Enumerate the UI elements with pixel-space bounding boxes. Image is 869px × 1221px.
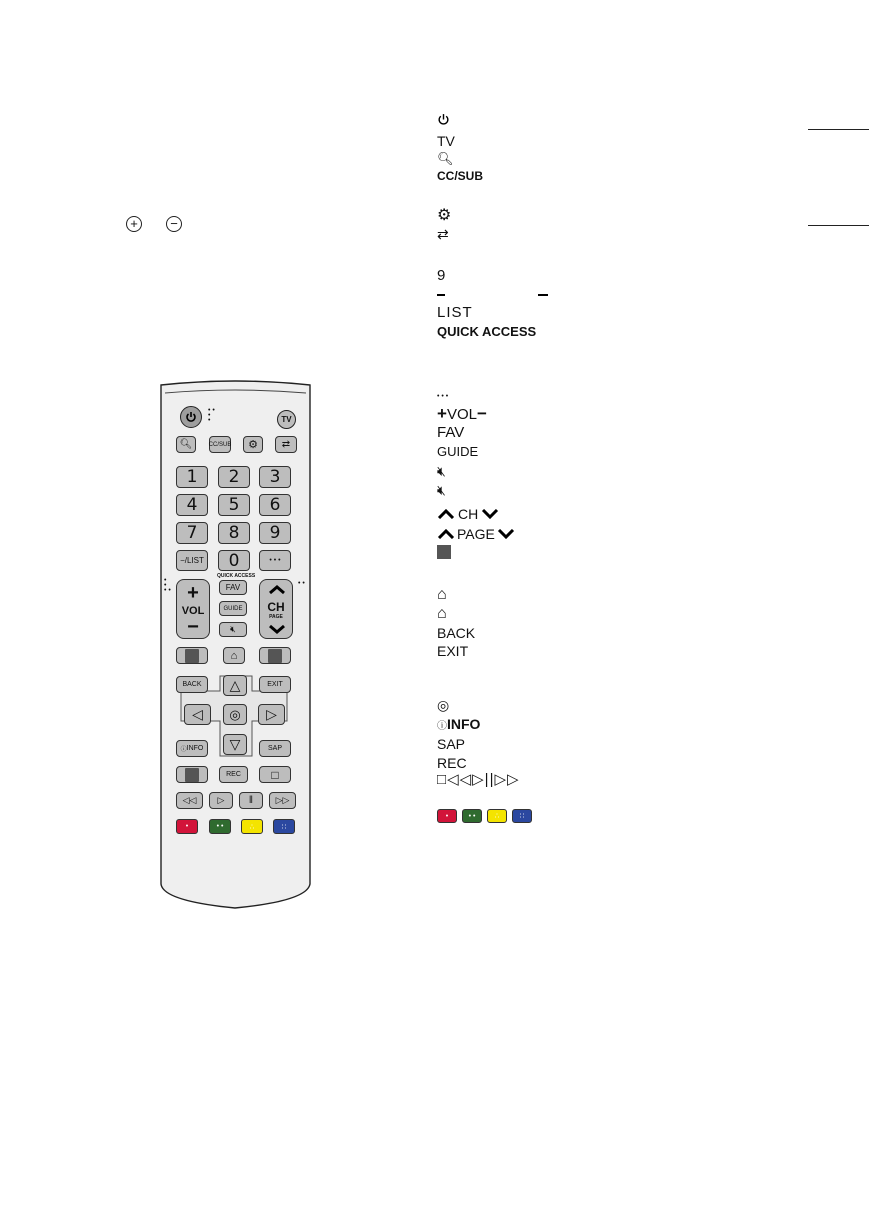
arrow-up-icon: △ xyxy=(229,677,241,693)
num-button-0[interactable]: 0 xyxy=(218,550,250,571)
dash-list-button[interactable]: −/LIST xyxy=(176,550,208,571)
guide-button[interactable]: GUIDE xyxy=(219,601,247,616)
quick-access-label: QUICK ACCESS xyxy=(217,573,256,579)
square-icon xyxy=(185,768,199,782)
ccsub-button[interactable]: CC/SUB xyxy=(209,436,231,453)
legend-dash xyxy=(437,294,445,296)
ch-dots: • • xyxy=(298,580,305,587)
legend-mute-icon: 🔇︎ xyxy=(437,482,446,498)
legend-ch xyxy=(437,506,499,522)
red-button[interactable]: • xyxy=(176,819,198,834)
right-function-button[interactable] xyxy=(259,647,291,664)
pause-button[interactable] xyxy=(239,792,263,809)
legend-ok-icon: ◎ xyxy=(437,697,450,713)
info-button[interactable] xyxy=(176,740,208,757)
legend-ccsub: CC/SUB xyxy=(437,169,484,183)
input-icon: ⇄ xyxy=(281,439,291,450)
tv-button[interactable]: TV xyxy=(277,410,296,429)
exit-button[interactable]: EXIT xyxy=(259,676,291,693)
square-icon xyxy=(268,649,282,663)
legend-blue-key: ∷ xyxy=(512,809,532,823)
legend-stop-icon: □ xyxy=(437,771,448,788)
nav-right-button[interactable] xyxy=(258,704,285,725)
volume-up-icon[interactable]: + xyxy=(187,582,199,604)
legend-red-key: • xyxy=(437,809,457,823)
pause-icon: ‖ xyxy=(248,795,254,806)
rewind-icon: ◁◁ xyxy=(182,795,197,805)
rec-button[interactable]: REC xyxy=(219,766,248,783)
blue-button[interactable]: ∷ xyxy=(273,819,295,834)
volume-rocker[interactable] xyxy=(176,579,210,639)
sap-button[interactable]: SAP xyxy=(259,740,291,757)
legend-gear-icon: ⚙ xyxy=(437,207,452,224)
square-icon xyxy=(185,649,199,663)
legend-ch-label: CH xyxy=(458,506,479,522)
search-icon: 🔍︎ xyxy=(179,439,193,450)
legend-fast-forward-icon: ▷▷ xyxy=(494,771,520,788)
left-function-button[interactable] xyxy=(176,647,208,664)
fav-button[interactable]: FAV xyxy=(219,580,247,595)
num-button-6[interactable]: 6 xyxy=(259,494,291,516)
vol-dots: • • • • xyxy=(164,577,171,594)
remote-control-illustration xyxy=(157,379,314,910)
legend-info-label: INFO xyxy=(447,716,481,732)
yellow-button[interactable]: ∴ xyxy=(241,819,263,834)
play-icon: ▷ xyxy=(217,795,225,805)
legend-playback-icons xyxy=(437,772,520,788)
arrow-down-icon: ▽ xyxy=(229,736,241,752)
volume-down-icon[interactable]: − xyxy=(187,616,199,638)
legend-chevron-up-icon xyxy=(437,509,455,519)
num-button-8[interactable]: 8 xyxy=(218,522,250,544)
legend-list: LIST xyxy=(437,304,473,321)
power-button[interactable] xyxy=(180,406,202,428)
legend-exit: EXIT xyxy=(437,643,469,659)
legend-tv: TV xyxy=(437,133,455,149)
num-button-2[interactable]: 2 xyxy=(218,466,250,488)
fast-forward-icon: ▷▷ xyxy=(275,795,290,805)
page-label: PAGE xyxy=(269,614,283,620)
legend-search-icon: 🔍︎ xyxy=(437,151,454,166)
legend-vol-label: VOL xyxy=(446,406,477,423)
num-button-9[interactable]: 9 xyxy=(259,522,291,544)
legend-home-icon: ⌂ xyxy=(437,605,447,622)
ch-label: CH xyxy=(267,600,285,614)
legend-chevron-down-icon xyxy=(481,509,499,519)
green-button[interactable]: • • xyxy=(209,819,231,834)
legend-home-icon: ⌂ xyxy=(437,586,447,603)
legend-page xyxy=(437,526,515,542)
info-label: INFO xyxy=(186,745,204,752)
ok-button[interactable] xyxy=(223,704,247,725)
battery-plus-symbol: + xyxy=(126,216,142,232)
legend-info xyxy=(437,716,480,735)
back-button[interactable]: BACK xyxy=(176,676,208,693)
legend-vol xyxy=(437,406,487,423)
function-button[interactable] xyxy=(176,766,208,783)
info-icon: ⓘ xyxy=(180,747,187,753)
legend-rec: REC xyxy=(437,755,467,771)
rewind-button[interactable] xyxy=(176,792,203,809)
ok-icon: ◎ xyxy=(229,706,241,722)
stop-button[interactable] xyxy=(259,766,291,783)
legend-quick-access: QUICK ACCESS xyxy=(437,324,537,339)
num-button-1[interactable]: 1 xyxy=(176,466,208,488)
num-button-3[interactable]: 3 xyxy=(259,466,291,488)
legend-info-icon: ⓘ xyxy=(437,721,447,732)
play-button[interactable] xyxy=(209,792,233,809)
gear-icon: ⚙ xyxy=(248,439,258,451)
legend-rewind-icon: ◁◁ xyxy=(447,771,473,788)
legend-power-icon xyxy=(437,113,450,129)
legend-plus-icon: + xyxy=(437,404,447,423)
nav-up-button[interactable] xyxy=(223,675,247,696)
num-button-4[interactable]: 4 xyxy=(176,494,208,516)
legend-guide: GUIDE xyxy=(437,444,479,459)
legend-chevron-up-icon xyxy=(437,529,455,539)
legend-yellow-key: ∴ xyxy=(487,809,507,823)
stop-icon: □ xyxy=(271,767,279,782)
legend-fav: FAV xyxy=(437,424,465,441)
legend-minus-icon: − xyxy=(476,404,487,423)
legend-nine: 9 xyxy=(437,267,446,284)
legend-input-icon: ⇄ xyxy=(437,226,449,242)
arrow-right-icon: ▷ xyxy=(266,706,277,722)
legend-page-label: PAGE xyxy=(457,526,495,542)
nav-down-button[interactable] xyxy=(223,734,247,755)
margin-rule xyxy=(808,129,869,130)
vol-label: VOL xyxy=(181,605,205,617)
margin-rule xyxy=(808,225,869,226)
power-icon xyxy=(185,411,197,423)
legend-back: BACK xyxy=(437,625,476,641)
mute-icon: 🔇︎ xyxy=(230,624,236,634)
legend-sap: SAP xyxy=(437,736,466,752)
power-dots: • • • • xyxy=(208,407,215,424)
search-button[interactable] xyxy=(176,436,196,453)
home-button[interactable] xyxy=(223,647,245,664)
legend-mute-icon: 🔇︎ xyxy=(437,463,446,479)
arrow-left-icon: ◁ xyxy=(192,706,203,722)
home-icon: ⌂ xyxy=(230,649,238,662)
more-actions-button[interactable]: • • • xyxy=(259,550,291,571)
legend-dots: • • • xyxy=(437,393,449,400)
settings-button[interactable] xyxy=(243,436,263,453)
channel-rocker[interactable] xyxy=(259,579,293,639)
legend-chevron-down-icon xyxy=(497,529,515,539)
legend-play-pause-icon: ▷|| xyxy=(472,771,495,788)
legend-green-key: • • xyxy=(462,809,482,823)
nav-left-button[interactable] xyxy=(184,704,211,725)
num-button-7[interactable]: 7 xyxy=(176,522,208,544)
legend-square-icon xyxy=(437,545,451,559)
num-button-5[interactable]: 5 xyxy=(218,494,250,516)
fast-forward-button[interactable] xyxy=(269,792,296,809)
mute-button[interactable] xyxy=(219,622,247,637)
battery-minus-symbol: − xyxy=(166,216,182,232)
legend-dash xyxy=(538,294,548,296)
input-button[interactable] xyxy=(275,436,297,453)
